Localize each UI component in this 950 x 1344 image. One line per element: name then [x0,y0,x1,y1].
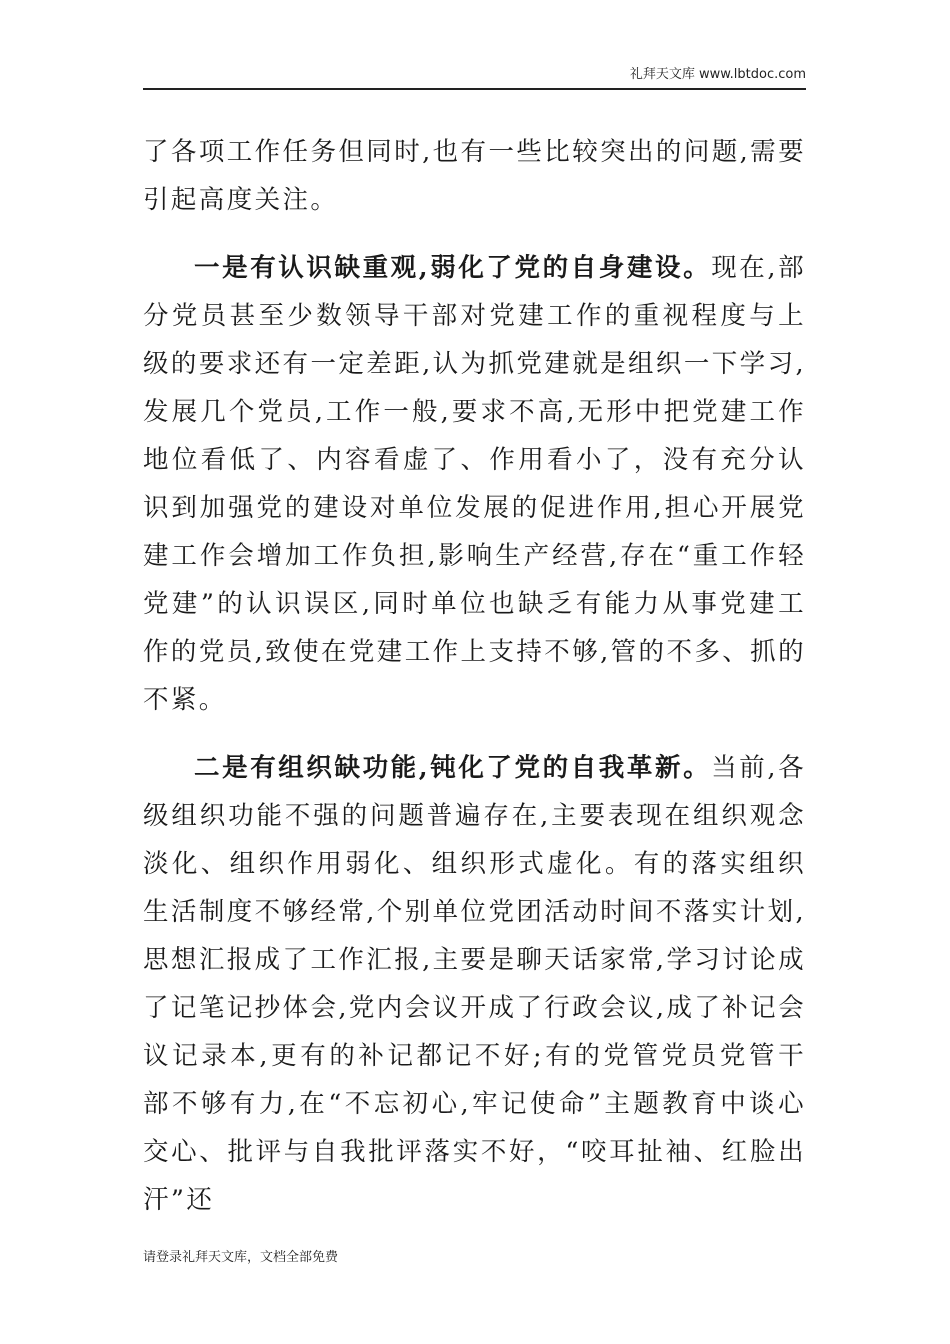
paragraph-point-two [143,744,806,1224]
paragraph-continuation [143,128,806,224]
document-body [143,128,806,1224]
paragraph-text: 当前,各级组织功能不强的问题普遍存在,主要表现在组织观念淡化、组织作用弱化、组织形式虚化。有的落实组织生活制度不够经常,个别单位党团活动时间不落实计划,思想汇报成了工作汇报,主要是聊天话家常,学习讨论成了记笔记抄体会,党内会议开成了行政会议,成了补记会议记录本,更有的补记都记不好;有的党管党员党管干部不够有力,在“不忘初心,牢记使命”主题教育中谈心交心、批评与自我批评落实不好，“咬耳扯袖、红脸出汗”还 [143,753,806,1215]
page-footer: 请登录礼拜天文库，文档全部免费 [143,1250,339,1265]
paragraph-text: 现在,部分党员甚至少数领导干部对党建工作的重视程度与上级的要求还有一定差距,认为抓党建就是组织一下学习,发展几个党员,工作一般,要求不高,无形中把党建工作地位看低了、内容看虚了、作用看小了，没有充分认识到加强党的建设对单位发展的促进作用,担心开展党建工作会增加工作负担,影响生产经营,存在“重工作轻党建”的认识误区,同时单位也缺乏有能力从事党建工作的党员,致使在党建工作上支持不够,管的不多、抓的不紧。 [143,253,806,715]
header-site-name: 礼拜天文库 www.lbtdoc.com [629,67,806,82]
page-header [143,66,806,90]
paragraph-lead-heading: 二是有组织缺功能,钝化了党的自我革新。 [194,753,712,783]
paragraph-lead-heading: 一是有认识缺重观,弱化了党的自身建设。 [194,253,712,283]
paragraph-text: 了各项工作任务但同时,也有一些比较突出的问题,需要引起高度关注。 [143,137,806,215]
paragraph-point-one [143,244,806,724]
